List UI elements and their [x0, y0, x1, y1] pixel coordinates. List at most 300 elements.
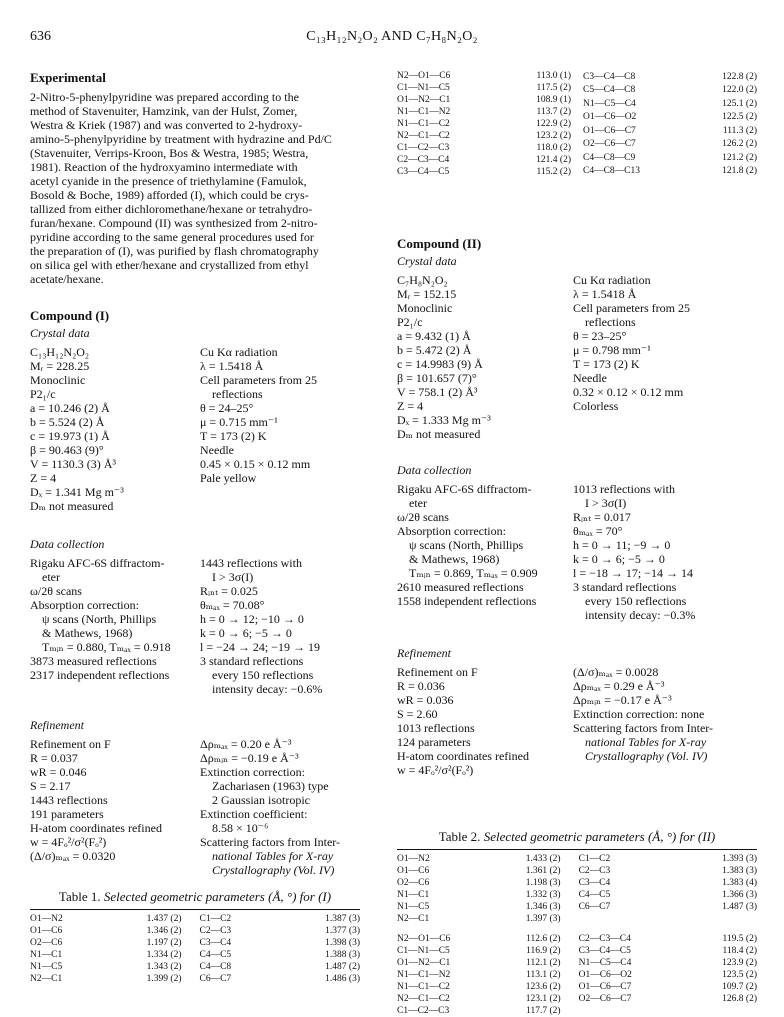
table-row — [397, 889, 757, 901]
experimental-line: pyridine according to the same general procedures used for — [30, 230, 314, 244]
compound1-collection-line: eter — [42, 570, 60, 584]
compound2-crystal-line: a = 9.432 (1) Å — [397, 329, 471, 343]
compound2-crystal-line: Mᵣ = 152.15 — [397, 287, 457, 301]
table-cell: 1.397 (3) — [525, 914, 561, 924]
compound1-heading: Compound (I) — [30, 308, 110, 323]
experimental-line: (Stavenuiter, Verrips-Kroon, Bos & Westra, 1985; Westra, — [30, 146, 309, 160]
table-row — [397, 945, 757, 957]
table-cell: 1.487 (3) — [722, 902, 757, 912]
table-row — [397, 957, 757, 969]
table-cell: O1—N2 — [397, 854, 430, 864]
compound1-refinement-line: Scattering factors from Inter- — [200, 835, 341, 849]
compound1-refinement-line: S = 2.17 — [30, 779, 71, 793]
compound2-collection-line: 2610 measured reflections — [397, 580, 524, 594]
table-row — [397, 913, 757, 925]
table-cell: O2—C6 — [397, 878, 430, 888]
table-cell: 1.361 (2) — [525, 866, 561, 876]
table-cell: 119.5 (2) — [722, 934, 757, 944]
table-cell: 1.346 (3) — [525, 902, 561, 912]
table-row — [397, 993, 757, 1005]
table-cell: O1—C6—O2 — [578, 970, 632, 980]
table-cell: O1—C6 — [30, 926, 63, 936]
compound2-collection-line: & Mathews, 1968) — [409, 552, 500, 566]
compound2-crystal-line: Dₓ = 1.333 Mg m⁻³ — [397, 413, 491, 427]
table-cell: 122.9 (2) — [536, 119, 571, 129]
table-row — [397, 94, 571, 106]
table-row — [397, 142, 571, 154]
table-cell: 1.399 (2) — [146, 974, 182, 984]
table-cell: N1—C1—N2 — [397, 970, 451, 980]
table-cell: 1.398 (3) — [325, 938, 360, 948]
table-cell: C6—C7 — [199, 974, 232, 984]
table2-angles — [397, 933, 757, 1017]
compound1-crystal-line: Cu Kα radiation — [200, 345, 278, 359]
compound2-collection-line: I > 3σ(I) — [585, 496, 627, 510]
compound1-crystal-line: λ = 1.5418 Å — [200, 359, 264, 373]
compound2-crystal-line: Cu Kα radiation — [573, 273, 651, 287]
compound1-crystal-line: a = 10.246 (2) Å — [30, 401, 110, 415]
table-row — [30, 937, 360, 949]
table-cell: 1.346 (2) — [146, 926, 182, 936]
compound1-collection-line: Absorption correction: — [30, 598, 139, 612]
compound1-refinement-line: (Δ/σ)ₘₐₓ = 0.0320 — [30, 849, 116, 863]
table2-distances — [397, 853, 757, 925]
compound2-crystal-right — [573, 273, 690, 441]
compound1-crystal-line: Monoclinic — [30, 373, 86, 387]
table-cell: C4—C8—C13 — [583, 166, 641, 177]
table-cell: O1—N2 — [30, 914, 63, 924]
compound1-collection-line: Tₘᵢₙ = 0.880, Tₘₐₓ = 0.918 — [42, 640, 171, 654]
compound1-collection-line: Rᵢₙₜ = 0.025 — [200, 584, 258, 598]
compound1-refinement-line: H-atom coordinates refined — [30, 821, 162, 835]
table-cell: 123.9 (2) — [722, 958, 757, 968]
compound1-collection-line: 3 standard reflections — [200, 654, 304, 668]
table-cell: N1—C1—C2 — [397, 119, 450, 129]
table-cell: 117.5 (2) — [536, 83, 571, 93]
experimental-line: furan/hexane. Compound (II) was synthesized from 2-nitro- — [30, 216, 318, 230]
table-cell: 1.198 (3) — [525, 878, 561, 888]
experimental-line: the preparation of (I), was purified by flash chromatography — [30, 244, 319, 258]
compound1-crystal-line: V = 1130.3 (3) Å³ — [30, 457, 117, 471]
compound2-refinement-line: 124 parameters — [397, 735, 471, 749]
table-cell: N1—C5 — [30, 962, 63, 972]
table-row — [397, 106, 571, 118]
table-cell: 123.5 (2) — [722, 970, 757, 980]
table-cell: 126.8 (2) — [722, 994, 757, 1004]
table-cell: N1—C1—N2 — [397, 107, 451, 117]
compound1-crystal-line: C₁₃H₁₂N₂O₂ — [30, 345, 90, 359]
compound1-crystal-line: Dₓ = 1.341 Mg m⁻³ — [30, 485, 124, 499]
compound1-collection-line: I > 3σ(I) — [212, 570, 254, 584]
table-row — [397, 1005, 757, 1017]
experimental-line: acetate/hexane. — [30, 272, 104, 286]
table-cell: 1.334 (2) — [146, 950, 182, 960]
table-cell: C2—C3 — [199, 926, 232, 936]
compound1-refinement-line: Crystallography (Vol. IV) — [212, 863, 335, 877]
compound2-crystal-line: b = 5.472 (2) Å — [397, 343, 472, 357]
compound1-collection-left — [30, 556, 200, 696]
experimental-line: tallized from either dichloromethane/hexane or tetrahydro- — [30, 202, 313, 216]
compound1-crystal-data-heading: Crystal data — [30, 326, 90, 340]
compound1-refinement-line: 8.58 × 10⁻⁶ — [212, 821, 269, 835]
table-cell: 115.2 (2) — [536, 167, 571, 177]
table-row — [397, 154, 571, 166]
table-cell: C3—C4—C5 — [397, 167, 450, 177]
table-cell: 117.7 (2) — [526, 1006, 561, 1016]
compound2-collection-line: k = 0 → 6; −5 → 0 — [573, 552, 665, 566]
table-cell: 121.2 (2) — [722, 152, 757, 163]
compound1-collection-line: ψ scans (North, Phillips — [42, 612, 157, 626]
compound2-refinement-left — [397, 665, 573, 777]
table-cell: 123.1 (2) — [525, 994, 561, 1004]
table-cell: C1—C2—C3 — [397, 143, 450, 153]
compound1-collection-line: θₘₐₓ = 70.08° — [200, 598, 265, 612]
table-cell: 121.8 (2) — [722, 166, 757, 177]
compound2-refinement-line: national Tables for X-ray — [585, 735, 707, 749]
compound2-refinement-line: Δρₘₐₓ = 0.29 e Å⁻³ — [573, 679, 665, 693]
compound2-collection-heading: Data collection — [397, 463, 472, 477]
compound2-collection-line: Rigaku AFC-6S diffractom- — [397, 482, 532, 496]
compound2-crystal-data-heading: Crystal data — [397, 254, 457, 268]
table-cell: C1—C2 — [578, 854, 611, 864]
experimental-line: 1981). Reaction of the hydroxyamino intermediate with — [30, 160, 298, 174]
compound2-crystal-line: reflections — [585, 315, 636, 329]
compound1-collection-line: 1443 reflections with — [200, 556, 302, 570]
compound1-collection-line: every 150 reflections — [212, 668, 314, 682]
experimental-text — [30, 90, 360, 286]
compound1-collection-line: 2317 independent reflections — [30, 668, 170, 682]
compound2-crystal-line: θ = 23–25° — [573, 329, 627, 343]
compound2-collection-line: eter — [409, 496, 427, 510]
table1-rule — [30, 909, 360, 910]
compound1-refinement-line: national Tables for X-ray — [212, 849, 334, 863]
compound2-refinement-right — [573, 665, 713, 777]
table-cell: O2—C6—C7 — [583, 139, 636, 150]
compound2-collection-line: Rᵢₙₜ = 0.017 — [573, 510, 631, 524]
table-cell — [687, 913, 757, 925]
table-cell: O2—C6 — [30, 938, 63, 948]
table-cell: C4—C8 — [199, 962, 232, 972]
table-row — [397, 853, 757, 865]
page-number: 636 — [30, 29, 51, 44]
compound1-refinement-line: Δρₘₐₓ = 0.20 e Å⁻³ — [200, 737, 292, 751]
table-cell: 112.6 (2) — [526, 934, 561, 944]
table-cell: O1—C6 — [397, 866, 430, 876]
experimental-line: method of Stavenuiter, Hamzink, van der Hulst, Zomer, — [30, 104, 298, 118]
compound1-crystal-line: Z = 4 — [30, 471, 57, 485]
compound1-crystal-line: T = 173 (2) K — [200, 429, 267, 443]
compound2-refinement-line: wR = 0.036 — [397, 693, 454, 707]
compound2-crystal-line: Monoclinic — [397, 301, 453, 315]
table-cell: 1.383 (4) — [722, 878, 757, 888]
compound2-refinement-line: Extinction correction: none — [573, 707, 705, 721]
table-row — [583, 165, 757, 179]
table-cell: O1—N2—C1 — [397, 95, 451, 105]
compound2-refinement-line: Refinement on F — [397, 665, 478, 679]
table-cell: 123.2 (2) — [536, 131, 571, 141]
compound2-collection-left — [397, 482, 573, 622]
experimental-heading: Experimental — [30, 70, 106, 85]
table-cell: 126.2 (2) — [722, 139, 757, 150]
table-cell: C3—C4 — [578, 878, 611, 888]
table-row — [583, 124, 757, 138]
compound1-refinement-line: R = 0.037 — [30, 751, 78, 765]
table-cell: C2—C3 — [578, 866, 611, 876]
compound1-crystal-line: Pale yellow — [200, 471, 257, 485]
compound1-crystal-line: b = 5.524 (2) Å — [30, 415, 105, 429]
compound2-crystal-line: T = 173 (2) K — [573, 357, 640, 371]
compound1-refinement-line: Refinement on F — [30, 737, 111, 751]
compound1-crystal-line: μ = 0.715 mm⁻¹ — [200, 415, 278, 429]
compound2-collection-line: θₘₐₓ = 70° — [573, 524, 623, 538]
table-cell: 123.6 (2) — [525, 982, 561, 992]
compound1-collection-line: k = 0 → 6; −5 → 0 — [200, 626, 292, 640]
compound2-collection-line: ψ scans (North, Phillips — [409, 538, 524, 552]
table-row — [397, 130, 571, 142]
table-cell: 113.0 (1) — [536, 71, 571, 81]
table-row — [30, 961, 360, 973]
compound1-crystal-line: 0.45 × 0.15 × 0.12 mm — [200, 457, 311, 471]
table-row — [397, 166, 571, 178]
compound2-heading: Compound (II) — [397, 236, 482, 251]
compound1-collection-line: intensity decay: −0.6% — [212, 682, 323, 696]
compound2-crystal-line: Cell parameters from 25 — [573, 301, 690, 315]
compound2-collection-line: l = −18 → 17; −14 → 14 — [573, 566, 693, 580]
table-cell: C2—C3—C4 — [578, 934, 631, 944]
compound2-crystal-line: 0.32 × 0.12 × 0.12 mm — [573, 385, 684, 399]
table-cell: 1.487 (2) — [325, 962, 360, 972]
compound2-crystal-line: Z = 4 — [397, 399, 424, 413]
compound2-crystal-line: P2₁/c — [397, 315, 423, 329]
table-cell: 122.5 (2) — [722, 112, 757, 123]
compound2-crystal-line: c = 14.9983 (9) Å — [397, 357, 483, 371]
table-row — [30, 925, 360, 937]
table-cell: 1.393 (3) — [722, 854, 757, 864]
compound2-crystal-line: μ = 0.798 mm⁻¹ — [573, 343, 651, 357]
table-cell: N1—C1 — [30, 950, 63, 960]
table-row — [583, 151, 757, 165]
compound2-crystal-line: V = 758.1 (2) Å³ — [397, 385, 478, 399]
table-cell: 108.9 (1) — [536, 95, 571, 105]
compound2-crystal-line: Dₘ not measured — [397, 427, 481, 441]
table-row — [397, 82, 571, 94]
compound2-crystal-left — [397, 273, 573, 441]
table-cell: 1.437 (2) — [146, 914, 182, 924]
compound2-collection-line: Absorption correction: — [397, 524, 506, 538]
compound1-refinement-line: Extinction coefficient: — [200, 807, 308, 821]
table-cell: 125.1 (2) — [722, 98, 757, 109]
experimental-line: 2-Nitro-5-phenylpyridine was prepared according to the — [30, 90, 299, 104]
table-cell: C1—C2—C3 — [397, 1006, 450, 1016]
table-cell: 122.0 (2) — [722, 85, 757, 96]
compound2-refinement-line: Crystallography (Vol. IV) — [585, 749, 708, 763]
table-cell: C3—C4 — [199, 938, 232, 948]
table-cell: C3—C4—C5 — [578, 946, 631, 956]
table-cell: 113.7 (2) — [536, 107, 571, 117]
table-row — [397, 877, 757, 889]
table-cell: 121.4 (2) — [536, 155, 571, 165]
compound2-collection-right — [573, 482, 695, 622]
table-cell: C6—C7 — [578, 902, 611, 912]
compound2-collection-line: Tₘᵢₙ = 0.869, Tₘₐₓ = 0.909 — [409, 566, 538, 580]
table-cell: C4—C8—C9 — [583, 152, 636, 163]
table-cell: C4—C5 — [199, 950, 232, 960]
table-cell: 111.3 (2) — [722, 125, 757, 136]
compound2-collection-line: ω/2θ scans — [397, 510, 449, 524]
compound1-crystal-line: Mᵣ = 228.25 — [30, 359, 90, 373]
compound1-collection-line: Rigaku AFC-6S diffractom- — [30, 556, 165, 570]
table-row — [397, 933, 757, 945]
table2-rule — [397, 849, 757, 850]
table-cell: O1—C6—O2 — [583, 112, 637, 123]
experimental-line: acetyl cyanide in the presence of triethylamine (Famulok, — [30, 174, 307, 188]
compound1-refinement-line: Extinction correction: — [200, 765, 305, 779]
compound1-refinement-line: w = 4Fₒ²/σ²(Fₒ²) — [30, 835, 107, 849]
compound2-collection-line: 1013 reflections with — [573, 482, 675, 496]
compound1-refinement-right — [200, 737, 340, 877]
compound1-crystal-line: Cell parameters from 25 — [200, 373, 317, 387]
table2-caption: Table 2. Selected geometric parameters (Å, °) for (II) — [438, 829, 716, 844]
table-cell: N2—C1 — [397, 914, 430, 924]
table-cell: N2—O1—C6 — [397, 71, 451, 81]
compound1-crystal-line: reflections — [212, 387, 263, 401]
left-column — [30, 70, 360, 985]
compound2-collection-line: h = 0 → 11; −9 → 0 — [573, 538, 671, 552]
compound1-refinement-line: wR = 0.046 — [30, 765, 87, 779]
table-cell: 118.4 (2) — [722, 946, 757, 956]
compound2-refinement-line: 1013 reflections — [397, 721, 475, 735]
table-cell: 1.387 (3) — [325, 914, 360, 924]
compound1-crystal-line: c = 19.973 (1) Å — [30, 429, 110, 443]
compound1-collection-right — [200, 556, 322, 696]
table-cell: C5—C4—C8 — [583, 85, 636, 96]
table-cell: 116.9 (2) — [526, 946, 561, 956]
compound1-collection-line: l = −24 → 24; −19 → 19 — [200, 640, 320, 654]
table-cell: 1.343 (2) — [146, 962, 182, 972]
compound1-refinement-left — [30, 737, 200, 877]
table-cell: 1.332 (3) — [525, 890, 561, 900]
compound1-refinement-line: Zachariasen (1963) type — [212, 779, 329, 793]
experimental-line: amino-5-phenylpyridine by treatment with hydrazine and Pd/C — [30, 132, 332, 146]
compound1-collection-heading: Data collection — [30, 537, 105, 551]
compound2-collection-line: 1558 independent reflections — [397, 594, 537, 608]
table-cell: 118.0 (2) — [536, 143, 571, 153]
compound1-crystal-line: Dₘ not measured — [30, 499, 114, 513]
table-cell: N1—C5—C4 — [583, 98, 636, 109]
table-cell: 112.1 (2) — [526, 958, 561, 968]
table-cell: 1.366 (3) — [722, 890, 757, 900]
table-row — [583, 111, 757, 125]
table-cell: 1.383 (3) — [722, 866, 757, 876]
compound2-crystal-line: Colorless — [573, 399, 619, 413]
compound1-crystal-line: Needle — [200, 443, 234, 457]
table-row — [397, 981, 757, 993]
compound2-refinement-line: Scattering factors from Inter- — [573, 721, 714, 735]
table1 — [30, 913, 360, 985]
compound2-refinement-line: R = 0.036 — [397, 679, 445, 693]
table-row — [30, 949, 360, 961]
compound2-refinement-line: S = 2.60 — [397, 707, 438, 721]
table1-angles-left — [397, 70, 571, 178]
table-row — [397, 118, 571, 130]
table1-angles-right — [583, 70, 757, 178]
table-cell: N2—O1—C6 — [397, 934, 451, 944]
table-cell — [688, 1005, 757, 1017]
compound1-refinement-heading: Refinement — [30, 718, 84, 732]
compound2-refinement-heading: Refinement — [397, 646, 451, 660]
compound1-crystal-line: β = 90.463 (9)° — [30, 443, 104, 457]
table-row — [583, 97, 757, 111]
compound1-refinement-line: Δρₘᵢₙ = −0.19 e Å⁻³ — [200, 751, 299, 765]
table-cell — [561, 913, 688, 925]
experimental-line: Bosold & Boche, 1989) afforded (I), which could be crys- — [30, 188, 309, 202]
compound1-refinement-line: 191 parameters — [30, 807, 104, 821]
compound2-refinement-line: Δρₘᵢₙ = −0.17 e Å⁻³ — [573, 693, 672, 707]
table1-caption: Table 1. Selected geometric parameters (Å, °) for (I) — [58, 889, 332, 904]
compound2-refinement-line: w = 4Fₒ²/σ²(Fₒ²) — [397, 763, 474, 777]
table-row — [397, 901, 757, 913]
experimental-line: Westra & Kriek (1987) and was converted to 2-hydroxy- — [30, 118, 303, 132]
table-cell: N2—C1—C2 — [397, 994, 450, 1004]
table-cell: O2—C6—C7 — [578, 994, 632, 1004]
table-cell: C2—C3—C4 — [397, 155, 450, 165]
table-cell: N1—C5—C4 — [578, 958, 632, 968]
table-cell: 1.433 (2) — [525, 854, 561, 864]
table-cell: N2—C1—C2 — [397, 131, 450, 141]
compound2-crystal-line: β = 101.657 (7)° — [397, 371, 477, 385]
table-row — [30, 913, 360, 925]
compound2-refinement-line: (Δ/σ)ₘₐₓ = 0.0028 — [573, 665, 659, 679]
compound2-crystal-line: C₇H₈N₂O₂ — [397, 273, 448, 287]
table-cell: N2—C1 — [30, 974, 63, 984]
table-cell: O1—N2—C1 — [397, 958, 451, 968]
compound2-crystal-line: Needle — [573, 371, 607, 385]
compound2-crystal-line: λ = 1.5418 Å — [573, 287, 637, 301]
table-cell: 113.1 (2) — [526, 970, 561, 980]
table-cell: C4—C5 — [578, 890, 611, 900]
compound2-refinement-line: H-atom coordinates refined — [397, 749, 529, 763]
table-cell: O1—C6—C7 — [583, 125, 636, 136]
table-cell: C3—C4—C8 — [583, 71, 636, 82]
table-cell: O1—C6—C7 — [578, 982, 632, 992]
table-cell — [561, 1005, 688, 1017]
table-row — [397, 969, 757, 981]
table-cell: 1.377 (3) — [325, 926, 360, 936]
compound1-collection-line: ω/2θ scans — [30, 584, 82, 598]
table-cell: 109.7 (2) — [722, 982, 757, 992]
table-row — [30, 973, 360, 985]
table-cell: C1—N1—C5 — [397, 83, 450, 93]
table-row — [397, 70, 571, 82]
compound1-crystal-line: θ = 24–25° — [200, 401, 254, 415]
compound1-crystal-left — [30, 345, 200, 513]
experimental-line: on silica gel with ether/hexane and crystallized from ethyl — [30, 258, 309, 272]
table-cell: 1.486 (3) — [325, 974, 360, 984]
table-cell: N1—C5 — [397, 902, 430, 912]
table-row — [397, 865, 757, 877]
table-cell: N1—C1 — [397, 890, 430, 900]
compound2-collection-line: every 150 reflections — [585, 594, 687, 608]
compound1-collection-line: & Mathews, 1968) — [42, 626, 133, 640]
table-cell: 122.8 (2) — [722, 71, 757, 82]
table-cell: C1—N1—C5 — [397, 946, 450, 956]
compound1-refinement-line: 1443 reflections — [30, 793, 108, 807]
right-column — [397, 70, 757, 1017]
table-row — [583, 70, 757, 84]
compound1-collection-line: 3873 measured reflections — [30, 654, 157, 668]
table-row — [583, 84, 757, 98]
compound1-collection-line: h = 0 → 12; −10 → 0 — [200, 612, 304, 626]
